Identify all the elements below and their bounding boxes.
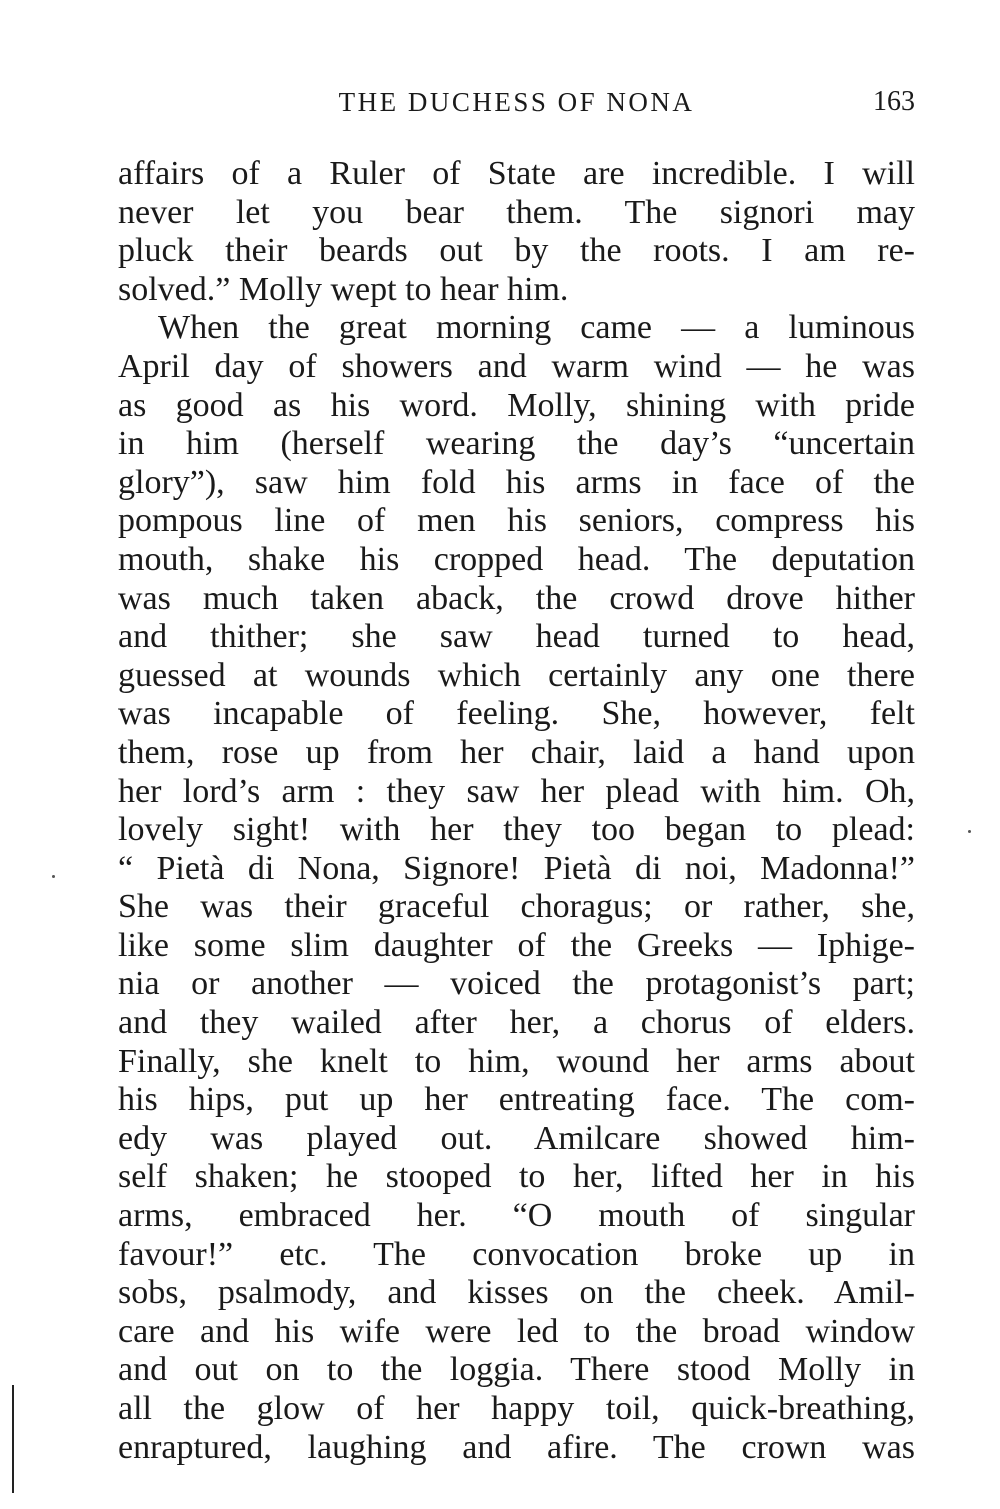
text-line: affairs of a Ruler of State are incredible. I will xyxy=(118,155,915,192)
text-line: “ Pietà di Nona, Signore! Pietà di noi, Madonna!” xyxy=(118,849,915,887)
text-line: all the glow of her happy toil, quick-breathing, xyxy=(118,1390,915,1427)
text-line: pompous line of men his seniors, compress his xyxy=(118,502,915,540)
text-line: She was their graceful choragus; or rather, she, xyxy=(118,888,915,926)
text-line: favour!” etc. The convocation broke up in xyxy=(118,1235,915,1273)
text-line: nia or another — voiced the protagonist’s part; xyxy=(118,965,915,1003)
text-line: never let you bear them. The signori may xyxy=(118,193,915,231)
text-line: was incapable of feeling. She, however, felt xyxy=(118,695,915,733)
scan-speck xyxy=(52,875,55,878)
text-line: and they wailed after her, a chorus of elders. xyxy=(118,1004,915,1042)
text-line: like some slim daughter of the Greeks — Iphige- xyxy=(118,926,915,964)
text-line: When the great morning came — a luminous xyxy=(158,309,915,347)
text-line: in him (herself wearing the day’s “uncertain xyxy=(118,425,915,463)
text-line: solved.” Molly wept to hear him. xyxy=(118,270,569,308)
running-head xyxy=(118,82,915,122)
scan-edge-line xyxy=(12,1385,14,1493)
text-line: and out on to the loggia. There stood Molly in xyxy=(118,1351,915,1389)
running-title: THE DUCHESS OF NONA xyxy=(338,87,695,117)
text-line: self shaken; he stooped to her, lifted her in his xyxy=(118,1158,915,1196)
page-number: 163 xyxy=(873,86,915,117)
text-line: April day of showers and warm wind — he was xyxy=(118,347,915,385)
text-line: guessed at wounds which certainly any one there xyxy=(118,656,915,694)
text-line: enraptured, laughing and afire. The crown was xyxy=(118,1428,915,1466)
scan-speck xyxy=(968,830,971,833)
text-line: edy was played out. Amilcare showed him- xyxy=(118,1119,915,1157)
text-line: his hips, put up her entreating face. The com- xyxy=(118,1081,915,1119)
text-line: Finally, she knelt to him, wound her arms about xyxy=(118,1042,915,1080)
text-line: sobs, psalmody, and kisses on the cheek. Amil- xyxy=(118,1274,915,1312)
text-line: glory”), saw him fold his arms in face of the xyxy=(118,463,915,501)
body-text xyxy=(118,155,915,1467)
text-line: care and his wife were led to the broad window xyxy=(118,1312,915,1350)
text-line: arms, embraced her. “O mouth of singular xyxy=(118,1197,915,1235)
text-line: pluck their beards out by the roots. I am re- xyxy=(118,232,915,270)
text-line: lovely sight! with her they too began to plead: xyxy=(118,811,915,849)
text-line: was much taken aback, the crowd drove hither xyxy=(118,579,915,617)
text-line: and thither; she saw head turned to head, xyxy=(118,618,915,656)
text-line: her lord’s arm : they saw her plead with him. Oh, xyxy=(118,772,915,810)
text-line: as good as his word. Molly, shining with pride xyxy=(118,386,915,424)
text-line: mouth, shake his cropped head. The deputation xyxy=(118,540,915,578)
text-line: them, rose up from her chair, laid a hand upon xyxy=(118,733,915,771)
